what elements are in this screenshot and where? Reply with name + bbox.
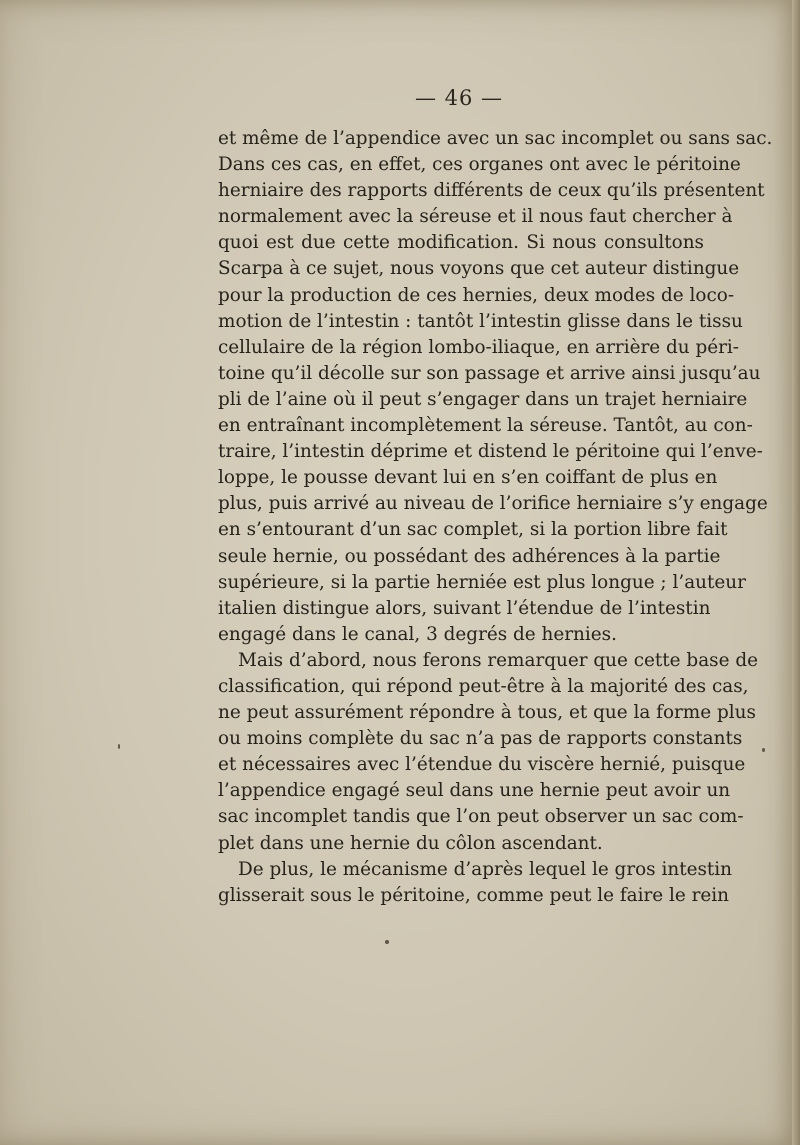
text-line: De plus, le mécanisme d’après lequel le gros intestin xyxy=(238,858,733,880)
text-line: italien distingue alors, suivant l’étendue de l’intestin xyxy=(218,597,711,619)
text-line: plet dans une hernie du côlon ascendant. xyxy=(218,832,603,854)
text-line: plus, puis arrivé au niveau de l’orifice herniaire s’y engage xyxy=(218,493,768,515)
text-line: classification, qui répond peut-être à la majorité des cas, xyxy=(218,675,749,697)
text-line: Mais d’abord, nous ferons remarquer que cette base de xyxy=(238,649,758,671)
text-line: Scarpa à ce sujet, nous voyons que cet auteur distingue xyxy=(218,258,740,280)
text-line: Dans ces cas, en effet, ces organes ont avec le péritoine xyxy=(218,154,741,176)
text-line: en s’entourant d’un sac complet, si la portion libre fait xyxy=(218,519,728,541)
text-line: engagé dans le canal, 3 degrés de hernies. xyxy=(218,623,617,645)
page-edge-shadow xyxy=(792,0,800,1145)
text-line: ou moins complète du sac n’a pas de rapports constants xyxy=(218,728,743,750)
text-line: quoi est due cette modification. Si nous consultons xyxy=(218,232,704,254)
page-number: — 46 — xyxy=(414,86,504,110)
text-line: et nécessaires avec l’étendue du viscère hernié, puisque xyxy=(218,754,746,776)
text-line: cellulaire de la région lombo-iliaque, en arrière du péri- xyxy=(218,336,739,358)
text-line: en entraînant incomplètement la séreuse. Tantôt, au con- xyxy=(218,415,753,437)
text-line: et même de l’appendice avec un sac incomplet ou sans sac. xyxy=(218,128,773,149)
text-line: pli de l’aine où il peut s’engager dans un trajet herniaire xyxy=(218,388,748,410)
text-line: loppe, le pousse devant lui en s’en coiffant de plus en xyxy=(218,467,718,489)
text-line: ne peut assurément répondre à tous, et que la forme plus xyxy=(218,702,756,724)
text-line: normalement avec la séreuse et il nous faut chercher à xyxy=(218,206,733,228)
text-line: seule hernie, ou possédant des adhérences à la partie xyxy=(218,545,721,567)
text-line: glisserait sous le péritoine, comme peut le faire le rein xyxy=(218,884,730,906)
text-line: l’appendice engagé seul dans une hernie peut avoir un xyxy=(218,780,731,802)
paper-speck xyxy=(118,744,120,749)
text-line: herniaire des rapports différents de ceux qu’ils présentent xyxy=(218,180,765,202)
paper-speck xyxy=(385,940,389,944)
body-text xyxy=(218,126,773,909)
text-line: sac incomplet tandis que l’on peut observer un sac com- xyxy=(218,806,744,828)
text-line: motion de l’intestin : tantôt l’intestin glisse dans le tissu xyxy=(218,310,743,332)
text-line: pour la production de ces hernies, deux modes de loco- xyxy=(218,284,735,306)
paper-speck xyxy=(762,748,765,752)
text-line: traire, l’intestin déprime et distend le péritoine qui l’enve- xyxy=(218,441,763,463)
text-line: supérieure, si la partie herniée est plus longue ; l’auteur xyxy=(218,571,746,593)
text-line: toine qu’il décolle sur son passage et arrive ainsi jusqu’au xyxy=(218,362,761,384)
